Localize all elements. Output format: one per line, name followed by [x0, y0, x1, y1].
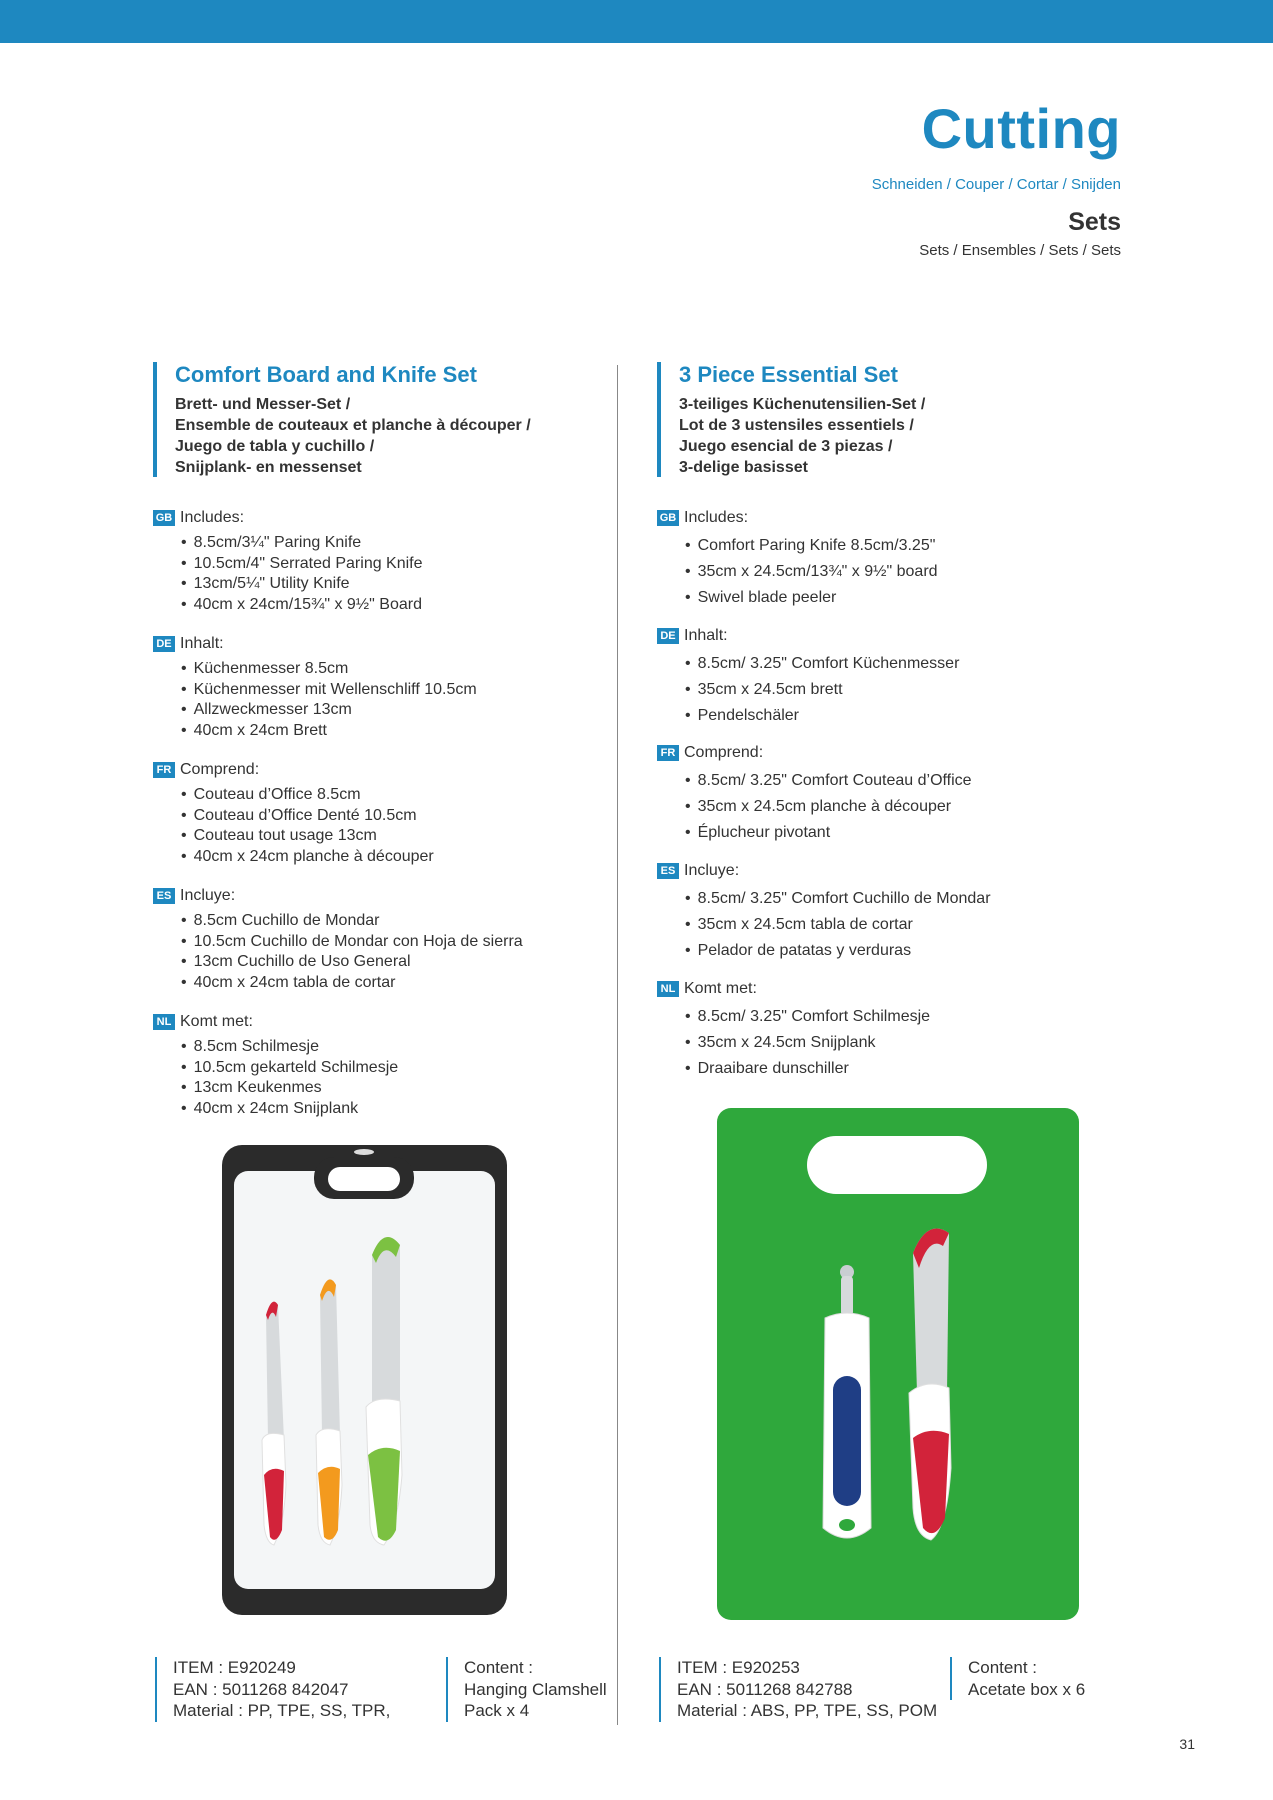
- lang-tag: FR: [657, 745, 679, 761]
- lang-block-gb-left: [153, 507, 423, 615]
- section-title-translations: Sets / Ensembles / Sets / Sets: [919, 242, 1121, 259]
- list-item: • 8.5cm/ 3.25" Comfort Cuchillo de Mondar: [685, 886, 991, 912]
- content-label: Content: [968, 1658, 1028, 1677]
- lang-block-nl-left: [153, 1011, 398, 1119]
- lang-label: Includes:: [684, 509, 749, 526]
- list-item: • 8.5cm/3¼" Paring Knife: [181, 533, 423, 554]
- spec-block-right: ITEM : E920253 EAN : 5011268 842788 Material : ABS, PP, TPE, SS, POM: [659, 1657, 937, 1722]
- ean-number: 5011268 842788: [726, 1679, 853, 1699]
- lang-block-fr-left: [153, 759, 434, 867]
- lang-tag: NL: [153, 1014, 175, 1030]
- list-item: • 10.5cm Cuchillo de Mondar con Hoja de sierra: [181, 932, 523, 953]
- product-subtitle-line: Snijplank- en messenset: [175, 459, 362, 476]
- list-item: • 35cm x 24.5cm/13¾" x 9½" board: [685, 559, 938, 585]
- spec-label: EAN: [677, 1679, 712, 1699]
- board-and-knife-set-image: [222, 1145, 507, 1615]
- product-title-left: Comfort Board and Knife Set: [175, 362, 477, 387]
- lang-block-es-left: [153, 885, 523, 993]
- content-block-right: Content : Acetate box x 6: [950, 1657, 1085, 1700]
- list-item: • 40cm x 24cm planche à découper: [181, 847, 434, 868]
- list-item: • 13cm/5¼" Utility Knife: [181, 574, 423, 595]
- product-subtitle-line: 3-delige basisset: [679, 459, 808, 476]
- lang-tag: NL: [657, 981, 679, 997]
- lang-label: Inhalt:: [180, 635, 224, 652]
- list-item: • 8.5cm/ 3.25" Comfort Couteau d’Office: [685, 768, 972, 794]
- spec-label: ITEM: [677, 1658, 718, 1677]
- lang-tag: ES: [657, 863, 679, 879]
- list-item: • 13cm Cuchillo de Uso General: [181, 952, 523, 973]
- ean-number: 5011268 842047: [222, 1679, 349, 1699]
- item-number: E920249: [227, 1658, 296, 1677]
- list-item: • 35cm x 24.5cm planche à découper: [685, 794, 972, 820]
- page-number: 31: [1179, 1736, 1195, 1752]
- list-item: • Couteau d’Office 8.5cm: [181, 785, 434, 806]
- spec-label: Material: [173, 1701, 234, 1720]
- lang-block-gb-right: [657, 507, 938, 611]
- lang-tag: DE: [657, 628, 679, 644]
- list-item: • Draaibare dunschiller: [685, 1056, 930, 1082]
- list-item: • 35cm x 24.5cm tabla de cortar: [685, 912, 991, 938]
- list-item: • Swivel blade peeler: [685, 585, 938, 611]
- lang-label: Comprend:: [180, 761, 260, 778]
- list-item: • 8.5cm Schilmesje: [181, 1037, 398, 1058]
- content-value-line: Pack x 4: [464, 1701, 530, 1720]
- lang-label: Includes:: [180, 509, 245, 526]
- product-subtitle-line: Lot de 3 ustensiles essentiels /: [679, 417, 914, 434]
- list-item: • 40cm x 24cm Snijplank: [181, 1099, 398, 1120]
- material-value: PP, TPE, SS, TPR,: [247, 1701, 391, 1720]
- list-item: • Éplucheur pivotant: [685, 820, 972, 846]
- spec-label: EAN: [173, 1679, 208, 1699]
- product-header-left: [153, 362, 531, 477]
- product-subtitle-line: Ensemble de couteaux et planche à découper /: [175, 417, 531, 434]
- list-item: • Allzweckmesser 13cm: [181, 700, 477, 721]
- lang-tag: ES: [153, 888, 175, 904]
- lang-label: Incluye:: [684, 862, 740, 879]
- list-item: • Pelador de patatas y verduras: [685, 938, 991, 964]
- lang-block-fr-right: [657, 742, 972, 846]
- content-block-left: Content : Hanging Clamshell Pack x 4: [446, 1657, 607, 1722]
- list-item: • 40cm x 24cm Brett: [181, 721, 477, 742]
- product-header-right: [657, 362, 925, 477]
- lang-tag: FR: [153, 762, 175, 778]
- product-subtitle-line: 3-teiliges Küchenutensilien-Set /: [679, 396, 926, 413]
- list-item: • 8.5cm Cuchillo de Mondar: [181, 911, 523, 932]
- material-value: ABS, PP, TPE, SS, POM: [750, 1701, 938, 1720]
- page-title-translations: Schneiden / Couper / Cortar / Snijden: [871, 176, 1121, 193]
- list-item: • 10.5cm/4" Serrated Paring Knife: [181, 554, 423, 575]
- top-banner: [0, 0, 1273, 43]
- product-subtitle-line: Juego esencial de 3 piezas /: [679, 438, 893, 455]
- page-title: Cutting: [921, 97, 1121, 160]
- spec-label: ITEM: [173, 1658, 214, 1677]
- content-value-line: Hanging Clamshell: [464, 1679, 607, 1699]
- lang-label: Komt met:: [684, 980, 757, 997]
- lang-block-de-left: [153, 633, 477, 741]
- lang-label: Incluye:: [180, 887, 236, 904]
- spec-block-left: ITEM : E920249 EAN : 5011268 842047 Material : PP, TPE, SS, TPR,: [155, 1657, 390, 1722]
- item-number: E920253: [731, 1658, 800, 1677]
- lang-tag: GB: [657, 510, 679, 526]
- product-subtitle-line: Juego de tabla y cuchillo /: [175, 438, 375, 455]
- column-divider: [617, 365, 618, 1725]
- lang-label: Comprend:: [684, 744, 764, 761]
- list-item: • 13cm Keukenmes: [181, 1078, 398, 1099]
- lang-label: Inhalt:: [684, 627, 728, 644]
- list-item: • 40cm x 24cm tabla de cortar: [181, 973, 523, 994]
- list-item: • 8.5cm/ 3.25" Comfort Küchenmesser: [685, 651, 959, 677]
- essential-set-image: [717, 1108, 1079, 1620]
- list-item: • Pendelschäler: [685, 703, 959, 729]
- list-item: • 35cm x 24.5cm brett: [685, 677, 959, 703]
- section-title: Sets: [1068, 208, 1121, 236]
- product-subtitle-line: Brett- und Messer-Set /: [175, 396, 351, 413]
- list-item: • Comfort Paring Knife 8.5cm/3.25": [685, 533, 938, 559]
- lang-block-de-right: [657, 625, 959, 729]
- spec-label: Material: [677, 1701, 738, 1720]
- list-item: • 8.5cm/ 3.25" Comfort Schilmesje: [685, 1004, 930, 1030]
- lang-tag: DE: [153, 636, 175, 652]
- lang-tag: GB: [153, 510, 175, 526]
- content-value-line: Acetate box x 6: [968, 1679, 1086, 1699]
- content-label: Content: [464, 1658, 524, 1677]
- lang-block-es-right: [657, 860, 991, 964]
- list-item: • Küchenmesser mit Wellenschliff 10.5cm: [181, 680, 477, 701]
- list-item: • Couteau tout usage 13cm: [181, 826, 434, 847]
- lang-label: Komt met:: [180, 1013, 253, 1030]
- lang-block-nl-right: [657, 978, 930, 1082]
- list-item: • 10.5cm gekarteld Schilmesje: [181, 1058, 398, 1079]
- list-item: • 35cm x 24.5cm Snijplank: [685, 1030, 930, 1056]
- list-item: • 40cm x 24cm/15¾" x 9½" Board: [181, 595, 423, 616]
- list-item: • Couteau d’Office Denté 10.5cm: [181, 806, 434, 827]
- product-title-right: 3 Piece Essential Set: [679, 362, 898, 387]
- list-item: • Küchenmesser 8.5cm: [181, 659, 477, 680]
